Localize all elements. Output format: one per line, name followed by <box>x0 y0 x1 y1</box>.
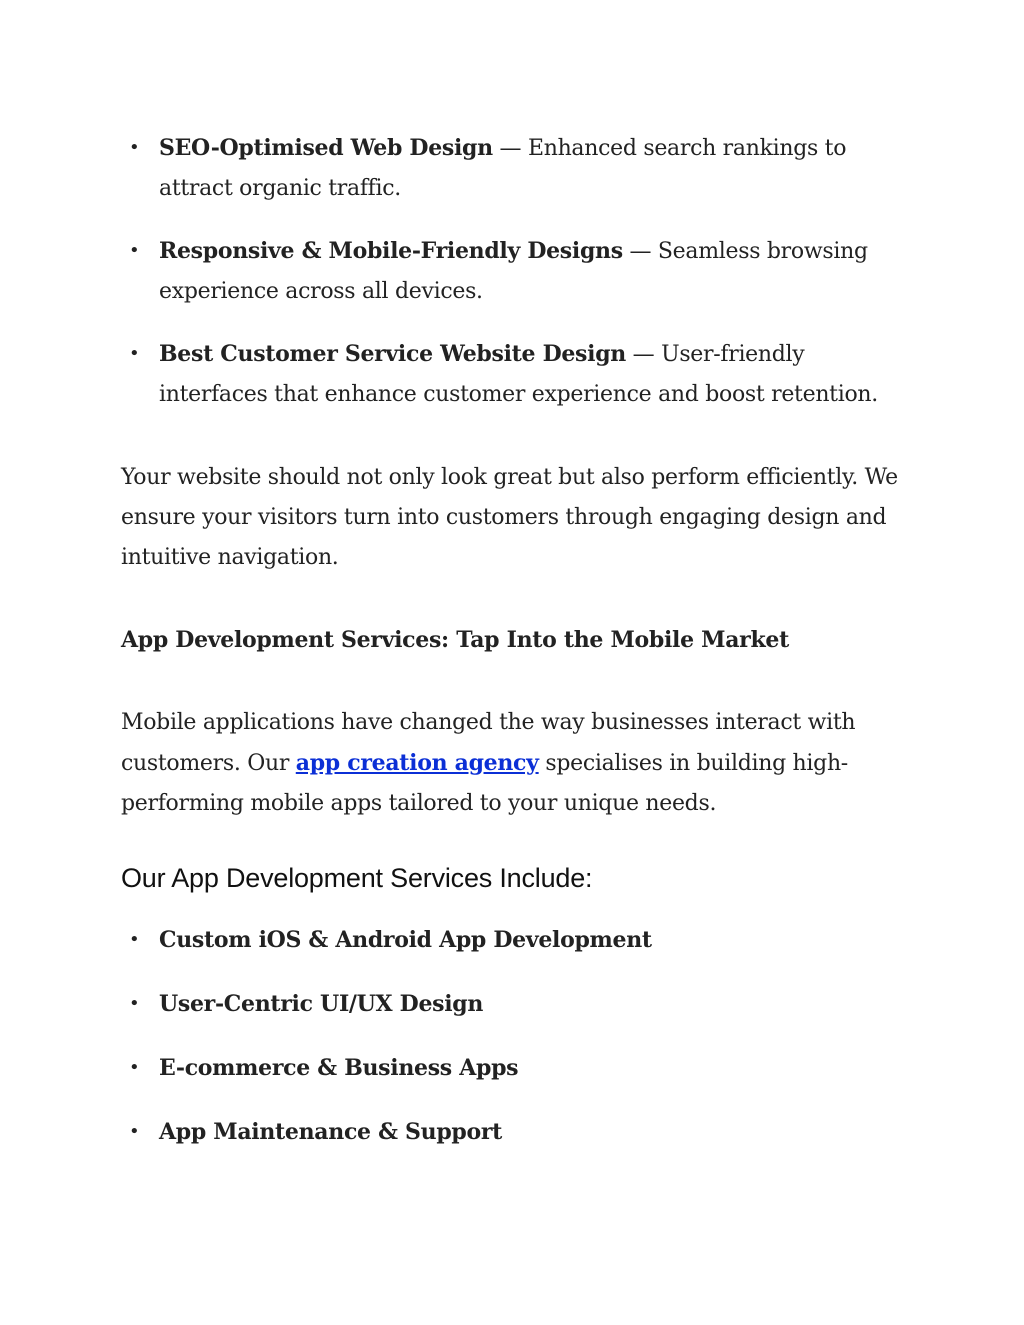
list-item <box>121 1048 911 1089</box>
web-paragraph: Your website should not only look great but also perform efficiently. We ensure your visitors turn into customers through engaging design and intuitive navigation. <box>121 465 898 570</box>
service-label: User-Centric UI/UX Design <box>159 991 484 1017</box>
services-list <box>121 920 911 1153</box>
feature-text: Seamless browsing experience across all devices. <box>159 239 868 304</box>
service-label: E-commerce & Business Apps <box>159 1055 519 1081</box>
bullet-icon: • <box>129 240 140 261</box>
list-item <box>121 984 911 1025</box>
bullet-icon: • <box>129 343 140 364</box>
list-item <box>121 1112 911 1153</box>
feature-text: User-friendly interfaces that enhance customer experience and boost retention. <box>159 342 878 407</box>
bullet-icon: • <box>129 1121 140 1142</box>
feature-title: Best Customer Service Website Design <box>159 341 626 367</box>
page-content <box>121 128 911 1153</box>
app-paragraph <box>121 703 911 824</box>
feature-text: Enhanced search rankings to attract organic traffic. <box>159 136 847 201</box>
feature-title: SEO-Optimised Web Design <box>159 135 493 161</box>
feature-separator: — <box>622 239 658 264</box>
app-paragraph-text: Mobile applications have changed the way businesses interact with customers. Our <box>121 710 856 776</box>
list-item <box>121 128 911 208</box>
feature-separator: — <box>492 136 528 161</box>
web-features-list <box>121 128 911 414</box>
list-item <box>121 920 911 961</box>
services-heading: Our App Development Services Include: <box>121 863 593 893</box>
app-creation-agency-link[interactable]: app creation agency <box>295 750 539 776</box>
list-item <box>121 231 911 311</box>
bullet-icon: • <box>129 929 140 950</box>
bullet-icon: • <box>129 1057 140 1078</box>
app-paragraph-text: specialises in building high-performing mobile apps tailored to your unique needs. <box>121 751 848 816</box>
app-development-heading: App Development Services: Tap Into the Mobile Market <box>121 627 789 653</box>
service-label: App Maintenance & Support <box>159 1119 503 1145</box>
service-label: Custom iOS & Android App Development <box>159 927 652 953</box>
feature-title: Responsive & Mobile-Friendly Designs <box>159 238 623 264</box>
list-item <box>121 334 911 414</box>
bullet-icon: • <box>129 993 140 1014</box>
feature-separator: — <box>625 342 662 367</box>
bullet-icon: • <box>129 137 140 158</box>
